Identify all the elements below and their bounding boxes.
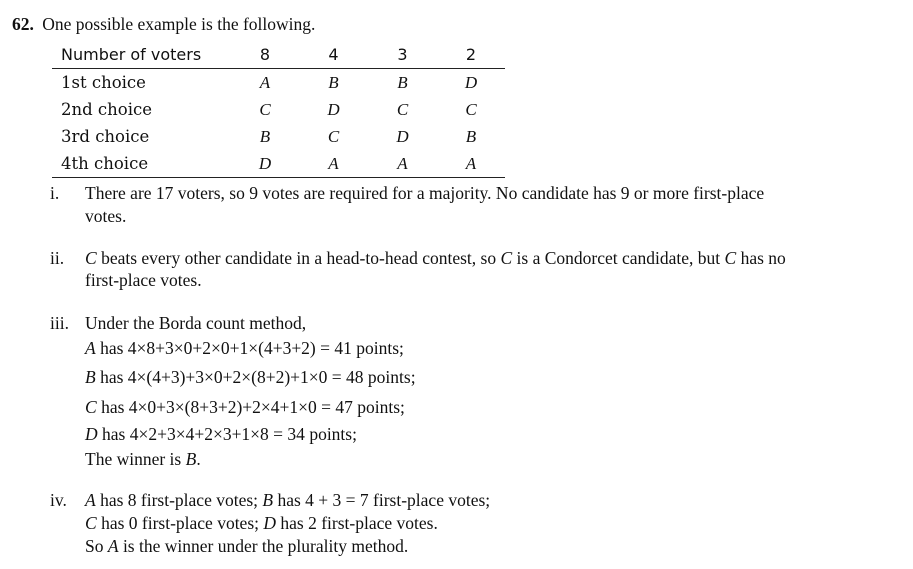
borda-line-b — [85, 367, 416, 388]
candidate-symbol: A — [107, 536, 119, 556]
part-i-marker: i. — [50, 183, 60, 203]
part-ii-marker: ii. — [50, 248, 65, 268]
borda-unit: points; — [352, 397, 405, 417]
table-header-cell: 4 — [299, 41, 368, 69]
part-iv-line-3 — [85, 536, 408, 557]
problem-heading — [12, 14, 315, 35]
table-row — [52, 96, 505, 123]
borda-expression: 4×0+3×(8+3+2)+2×4+1×0 = 47 — [128, 397, 353, 417]
table-cell: C — [396, 99, 409, 119]
candidate-symbol: A — [85, 490, 96, 510]
borda-expression: 4×2+3×4+2×3+1×8 = 34 — [129, 424, 305, 444]
table-cell: C — [259, 99, 271, 119]
table-header-cell: 3 — [368, 41, 437, 69]
table-cell: A — [437, 150, 505, 178]
borda-unit: points; — [304, 424, 357, 444]
table-header-row — [52, 41, 505, 69]
part-ii-line-1 — [85, 248, 786, 269]
row-label: 1st choice — [61, 73, 146, 92]
candidate-symbol: B — [185, 449, 197, 469]
borda-line-d — [85, 424, 357, 445]
candidate-symbol: D — [85, 424, 98, 444]
problem-number: 62. — [12, 14, 34, 34]
candidate-symbol: C — [85, 248, 97, 268]
table-cell: C — [327, 126, 340, 146]
candidate-symbol: B — [85, 367, 96, 387]
part-iv-text: So — [85, 536, 108, 556]
table-cell: B — [328, 72, 339, 92]
table-header-cell: 2 — [437, 41, 505, 69]
table-cell: D — [396, 126, 409, 146]
part-iii-intro: Under the Borda count method, — [85, 313, 307, 333]
table-cell: A — [368, 150, 437, 178]
part-ii-text: is a Condorcet candidate, but — [512, 248, 725, 268]
winner-text: The winner is — [85, 449, 186, 469]
table-cell: A — [259, 72, 271, 92]
part-i-line-1: There are 17 voters, so 9 votes are required for a majority. No candidate has 9 or more first-place — [85, 183, 765, 203]
part-iv-text: has 2 first-place votes. — [276, 513, 438, 533]
winner-period: . — [196, 449, 201, 469]
part-iv-text: is the winner under the plurality method. — [118, 536, 409, 556]
borda-expression: 4×8+3×0+2×0+1×(4+3+2) = 41 — [127, 338, 352, 358]
part-iii-marker: iii. — [50, 313, 69, 333]
table-cell: B — [465, 126, 477, 146]
table-cell: C — [465, 99, 477, 119]
candidate-symbol: B — [262, 490, 274, 510]
borda-unit: points; — [363, 367, 416, 387]
row-label: 4th choice — [52, 150, 231, 178]
part-ii-text: has no — [736, 248, 786, 268]
part-iv-text: has 8 first-place votes; — [95, 490, 263, 510]
table-row — [52, 150, 505, 178]
borda-has: has — [95, 338, 128, 358]
borda-winner — [85, 449, 201, 470]
borda-has: has — [95, 367, 128, 387]
borda-unit: points; — [351, 338, 404, 358]
part-iv-text: has 4 + 3 = 7 first-place votes; — [273, 490, 491, 510]
preference-table — [52, 41, 505, 178]
candidate-symbol: A — [85, 338, 96, 358]
borda-line-a — [85, 338, 404, 359]
table-cell: A — [299, 150, 368, 178]
table-cell: B — [259, 126, 271, 146]
table-cell: D — [231, 150, 299, 178]
part-ii-text: beats every other candidate in a head-to-head contest, so — [96, 248, 501, 268]
part-iv-marker: iv. — [50, 490, 67, 510]
table-cell: D — [464, 72, 478, 92]
table-header-cell: Number of voters — [52, 41, 231, 69]
row-label: 3rd choice — [61, 127, 150, 146]
candidate-symbol: C — [85, 397, 97, 417]
borda-line-c — [85, 397, 405, 418]
candidate-symbol: C — [500, 248, 513, 268]
part-iv-line-1 — [85, 490, 490, 511]
table-row — [52, 69, 505, 97]
part-iv-line-2 — [85, 513, 438, 534]
table-row — [52, 123, 505, 150]
table-cell: B — [397, 72, 408, 92]
row-label: 2nd choice — [61, 100, 153, 119]
part-iv-text: has 0 first-place votes; — [96, 513, 264, 533]
candidate-symbol: D — [263, 513, 277, 533]
part-ii-line-2: first-place votes. — [85, 270, 202, 290]
borda-has: has — [97, 424, 130, 444]
borda-expression: 4×(4+3)+3×0+2×(8+2)+1×0 = 48 — [127, 367, 364, 387]
problem-intro: One possible example is the following. — [42, 14, 316, 34]
table-cell: D — [327, 99, 340, 119]
borda-has: has — [96, 397, 129, 417]
candidate-symbol: C — [85, 513, 97, 533]
table-header-cell: 8 — [231, 41, 299, 69]
candidate-symbol: C — [724, 248, 737, 268]
part-i-line-2: votes. — [85, 206, 127, 226]
